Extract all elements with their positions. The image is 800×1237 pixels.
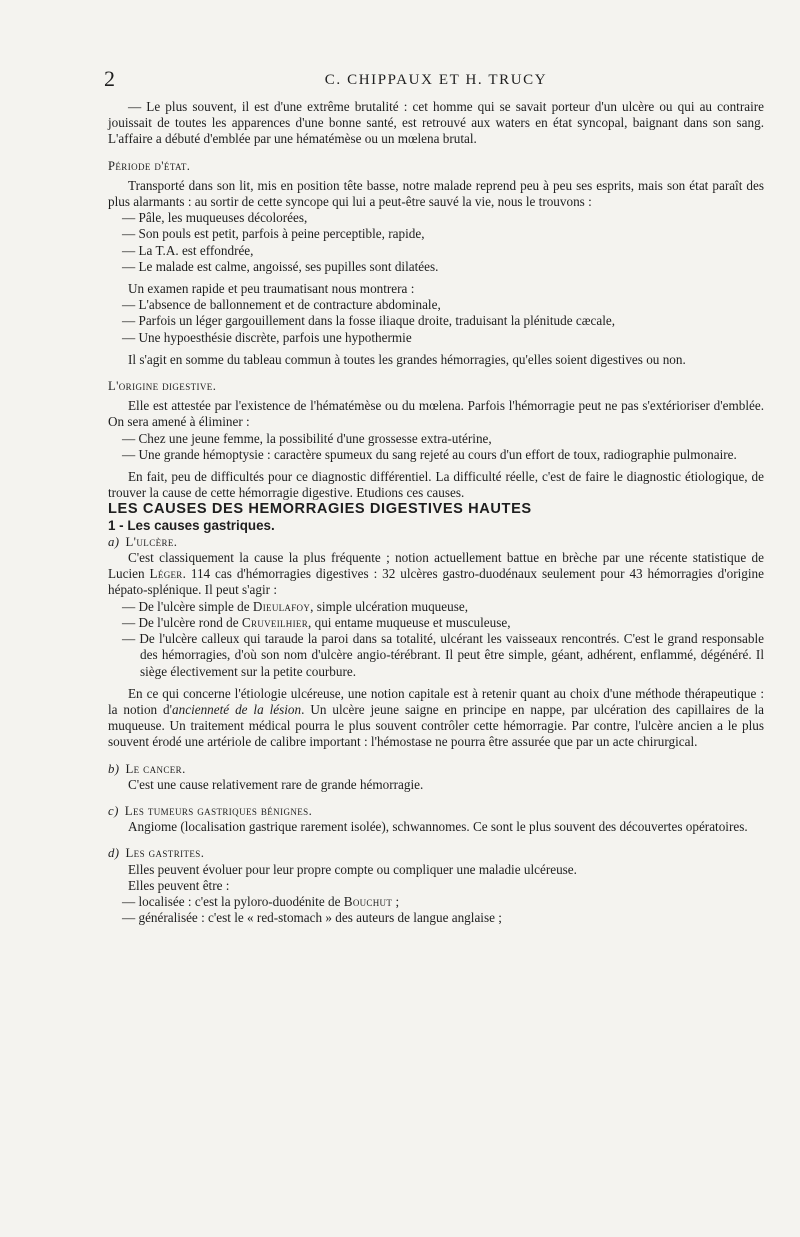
subheading-label: c)	[108, 803, 119, 818]
intro-paragraph: — Le plus souvent, il est d'une extrême brutalité : cet homme qui se savait porteur d'un ulcère ou qui au contraire jouissait de toutes les apparences d'une bonne santé, est retrouvé aux waters en état syncopal, baignant dans son sang. L'affaire a débuté d'emblée par une hématémèse ou un mœlena brutal.	[108, 99, 764, 147]
list-item	[108, 894, 764, 910]
list-item: — La T.A. est effondrée,	[122, 242, 254, 258]
list-item: — De l'ulcère calleux qui taraude la paroi dans sa totalité, ulcérant les vaisseaux rencontrés. C'est le grand responsable des hémorragies, d'où son nom d'ulcère angio-térébrant. Il peut être simple, géant, adhérent, enflammé, dégénéré. Il siège électivement sur la petite courbure.	[122, 631, 764, 679]
paragraph	[108, 686, 764, 751]
paragraph: En fait, peu de difficultés pour ce diagnostic différentiel. La difficulté réelle, c'est de faire le diagnostic étiologique, de trouver la cause de cette hémorragie digestive. Etudions ces causes.	[108, 469, 764, 501]
paragraph: Angiome (localisation gastrique rarement isolée), schwannomes. Ce sont le plus souvent des découvertes opératoires.	[128, 819, 748, 835]
paragraph: Elles peuvent évoluer pour leur propre compte ou compliquer une maladie ulcéreuse.	[128, 861, 577, 877]
emphasis: ancienneté de la lésion	[172, 701, 302, 717]
subheading-label: b)	[108, 761, 120, 776]
subheading-cancer	[108, 761, 764, 777]
author-name: Cruveilhier	[241, 614, 309, 630]
list-item: — généralisée : c'est le « red-stomach » des auteurs de langue anglaise ;	[122, 910, 502, 926]
subheading-text: Le cancer.	[125, 761, 186, 776]
list-item: — Son pouls est petit, parfois à peine perceptible, rapide,	[122, 226, 425, 242]
page-header	[104, 66, 768, 92]
subheading-label: a)	[108, 534, 120, 549]
paragraph: Il s'agit en somme du tableau commun à toutes les grandes hémorragies, qu'elles soient digestives ou non.	[128, 351, 686, 367]
text-run: En ce qui concerne l'étiologie ulcéreuse, une notion capitale est à retenir quant au choix d'une méthode thérapeutique : la notion d'	[108, 685, 764, 717]
page-number: 2	[104, 66, 115, 91]
list-item: — Le malade est calme, angoissé, ses pupilles sont dilatées.	[122, 258, 439, 274]
subheading-text: Les gastrites.	[125, 846, 205, 861]
text-run: . Un ulcère jeune saigne en principe en nappe, par ulcération des capillaires de la muqueuse. Un traitement médical pourra le plus souvent contrôler cette hémorragie. Par contre, l'ulcère ancien a le plus souvent érodé une artériole de calibre important : l'hémostase ne pourra être assurée que par un acte chirurgical.	[108, 701, 764, 750]
text-run: , qui entame muqueuse et musculeuse,	[308, 614, 511, 630]
text-run: — De l'ulcère simple de	[122, 598, 253, 614]
subheading-text: Les tumeurs gastriques bénignes.	[124, 803, 313, 818]
body-text	[108, 99, 764, 926]
author-name: Dieulafoy	[252, 598, 311, 614]
author-name: Léger	[149, 566, 183, 582]
paragraph: Transporté dans son lit, mis en position tête basse, notre malade reprend peu à peu ses esprits, mais son état paraît des plus alarmants : au sortir de cette syncope qui lui a peut-être sauvé la vie, nous le trouvons :	[108, 177, 764, 210]
subheading-tumeurs	[108, 803, 764, 819]
text-run: ;	[392, 893, 400, 909]
list-item: — Chez une jeune femme, la possibilité d'une grossesse extra-utérine,	[122, 430, 492, 446]
subsection-title: 1 - Les causes gastriques.	[108, 517, 275, 533]
paragraph: Elle est attestée par l'existence de l'hématémèse ou du mœlena. Parfois l'hémorragie peut ne pas s'extérioriser d'emblée. On sera amené à éliminer :	[108, 398, 764, 430]
author-name: Bouchut	[343, 893, 393, 909]
subheading-ulcere	[108, 534, 764, 550]
text-run: . 114 cas d'hémorragies digestives : 32 ulcères gastro-duodénaux seulement pour 43 hémorragies d'origine hépato-splénique. Il peut s'agir :	[108, 566, 764, 598]
list-item: — Parfois un léger gargouillement dans la fosse iliaque droite, traduisant la plénitude cæcale,	[122, 313, 616, 329]
list-item: — Une grande hémoptysie : caractère spumeux du sang rejeté au cours d'un effort de toux, radiographie pulmonaire.	[122, 446, 737, 462]
text-run: — localisée : c'est la pyloro-duodénite de	[122, 893, 344, 909]
list-item: — Pâle, les muqueuses décolorées,	[122, 210, 308, 226]
list-item	[108, 615, 764, 631]
paragraph	[108, 550, 764, 599]
text-run: C'est classiquement la cause la plus fréquente ; notion actuellement battue en brèche par une récente statistique de Lucien	[108, 550, 764, 582]
subheading-gastrites	[108, 845, 764, 861]
running-title: C. CHIPPAUX ET H. TRUCY	[324, 72, 548, 88]
list-item	[108, 599, 764, 615]
subheading-label: d)	[108, 846, 120, 861]
paragraph: C'est une cause relativement rare de grande hémorragie.	[128, 776, 424, 792]
list-item: — L'absence de ballonnement et de contracture abdominale,	[122, 297, 441, 313]
section-heading-periode: Période d'état.	[108, 158, 191, 173]
list-item: — Une hypoesthésie discrète, parfois une hypothermie	[122, 329, 412, 345]
text-run: , simple ulcération muqueuse,	[310, 598, 469, 614]
text-run: — De l'ulcère rond de	[122, 614, 242, 630]
subheading-text: L'ulcère.	[125, 534, 178, 549]
paragraph: Elles peuvent être :	[128, 877, 230, 893]
section-heading-origine: L'origine digestive.	[108, 379, 217, 394]
paragraph: Un examen rapide et peu traumatisant nous montrera :	[128, 281, 415, 297]
section-title: LES CAUSES DES HEMORRAGIES DIGESTIVES HAUTES	[108, 501, 532, 518]
